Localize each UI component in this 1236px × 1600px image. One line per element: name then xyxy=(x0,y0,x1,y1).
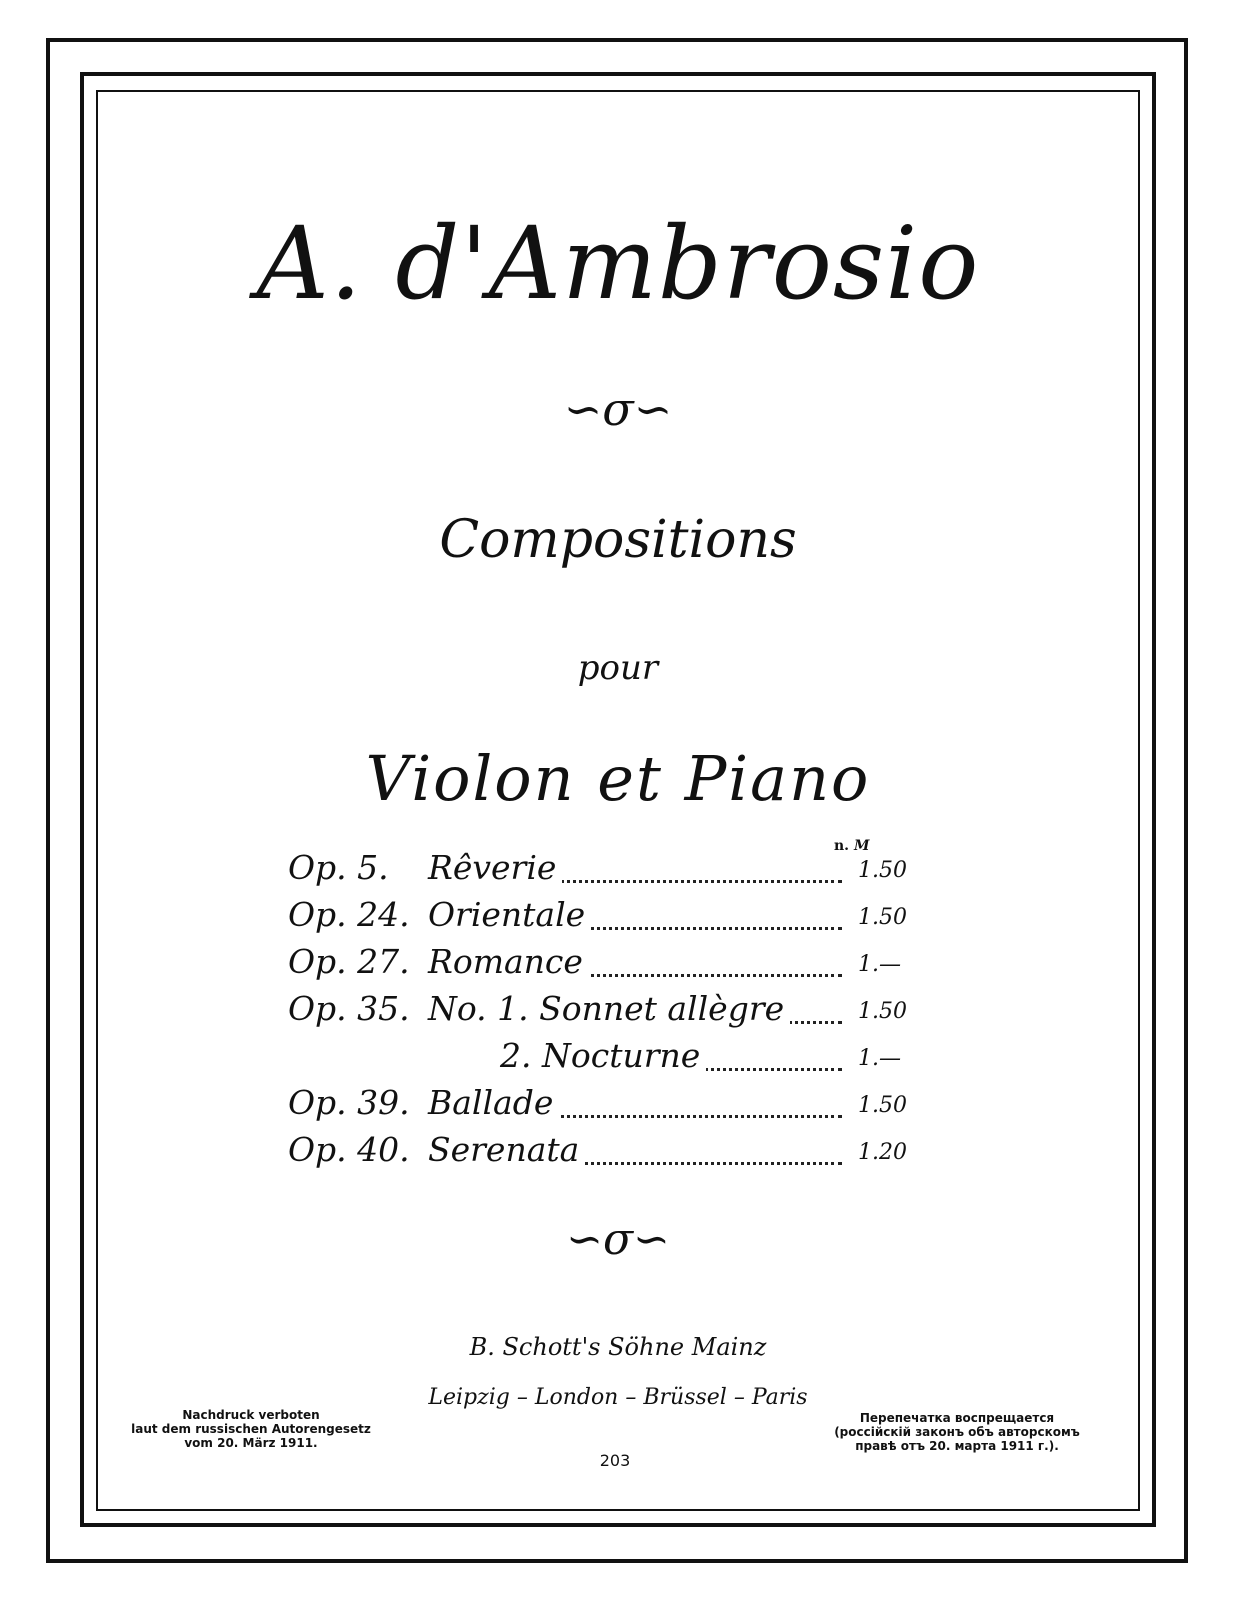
work-row xyxy=(288,1036,928,1083)
ornament-top: ∽σ∽ xyxy=(563,382,673,436)
work-title: No. 1. Sonnet allègre xyxy=(428,989,790,1028)
genre-title: Compositions xyxy=(439,510,797,570)
copyright-note-russian xyxy=(812,1411,1102,1453)
work-price: 1.50 xyxy=(858,905,907,930)
note-line: правѣ отъ 20. марта 1911 г.). xyxy=(855,1439,1059,1453)
publisher-cities: Leipzig – London – Brüssel – Paris xyxy=(428,1385,808,1410)
connector-word: pour xyxy=(577,648,659,688)
plate-number: 203 xyxy=(599,1451,631,1470)
opus-number: Op. 27. xyxy=(288,942,410,981)
note-line: Nachdruck verboten xyxy=(182,1408,320,1422)
work-row xyxy=(288,848,928,895)
opus-number: Op. 40. xyxy=(288,1130,410,1169)
works-list xyxy=(288,848,928,1177)
work-price: 1.50 xyxy=(858,1093,907,1118)
copyright-note-german xyxy=(106,1408,396,1450)
currency-label: n. xyxy=(834,838,850,854)
work-price: 1.50 xyxy=(858,999,907,1024)
opus-number: Op. 24. xyxy=(288,895,410,934)
work-title: Romance xyxy=(428,942,589,981)
work-price: 1.— xyxy=(858,1046,901,1071)
publisher: B. Schott's Söhne Mainz xyxy=(469,1333,767,1361)
note-line: vom 20. März 1911. xyxy=(184,1436,318,1450)
work-title: Orientale xyxy=(428,895,591,934)
work-row xyxy=(288,942,928,989)
instrumentation: Violon et Piano xyxy=(365,742,871,815)
work-row xyxy=(288,895,928,942)
work-price: 1.50 xyxy=(858,858,907,883)
note-line: Перепечатка воспрещается xyxy=(859,1411,1055,1425)
currency-symbol: M xyxy=(853,838,870,854)
work-title: Ballade xyxy=(428,1083,559,1122)
composer-name: A. d'Ambrosio xyxy=(256,205,980,322)
work-row xyxy=(288,1083,928,1130)
opus-number: Op. 35. xyxy=(288,989,410,1028)
work-title: 2. Nocturne xyxy=(500,1036,706,1075)
work-title: Rêverie xyxy=(428,848,562,887)
work-price: 1.20 xyxy=(858,1140,907,1165)
work-title: Serenata xyxy=(428,1130,585,1169)
note-line: laut dem russischen Autorengesetz xyxy=(131,1422,371,1436)
opus-number: Op. 39. xyxy=(288,1083,410,1122)
opus-number: Op. 5. xyxy=(288,848,389,887)
note-line: (россійскій законъ объ авторскомъ xyxy=(834,1425,1080,1439)
work-row xyxy=(288,989,928,1036)
ornament-bottom: ∽σ∽ xyxy=(566,1214,670,1265)
work-row xyxy=(288,1130,928,1177)
work-price: 1.— xyxy=(858,952,901,977)
